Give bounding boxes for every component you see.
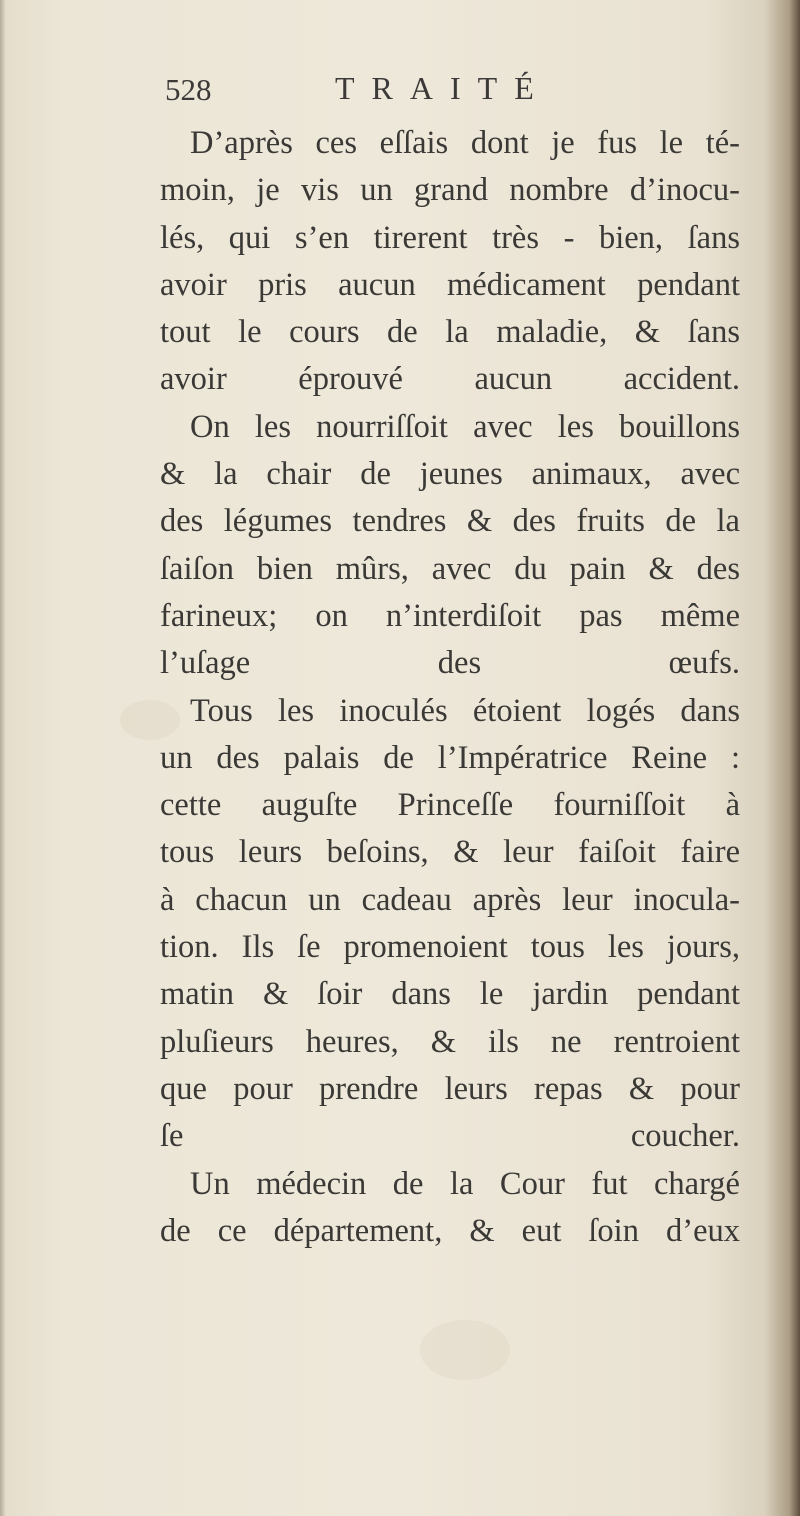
text-line: Tous les inoculés étoient logés dans — [190, 692, 740, 729]
text-line: cette auguſte Princeſſe fourniſſoit à — [160, 787, 740, 824]
text-line: que pour prendre leurs repas & pour — [160, 1070, 740, 1107]
page-left-edge — [0, 0, 6, 1516]
text-line: & la chair de jeunes animaux, avec — [160, 456, 740, 493]
paragraph-4 — [160, 1161, 740, 1256]
page-header — [165, 70, 605, 120]
text-line: à chacun un cadeau après leur inocula- — [160, 881, 740, 918]
text-line: matin & ſoir dans le jardin pendant — [160, 976, 740, 1013]
text-line: de ce département, & eut ſoin d’eux — [160, 1212, 740, 1249]
paragraph-1 — [160, 120, 740, 404]
text-line: farineux; on n’interdiſoit pas même — [160, 597, 740, 634]
page-number: 528 — [165, 72, 212, 107]
text-line: des légumes tendres & des fruits de la — [160, 503, 740, 540]
text-line: lés, qui s’en tirerent très - bien, ſans — [160, 219, 740, 256]
text-line: pluſieurs heures, & ils ne rentroient — [160, 1023, 740, 1060]
text-line: tout le cours de la maladie, & ſans — [160, 314, 740, 351]
body-text — [160, 120, 740, 1255]
text-line: ſaiſon bien mûrs, avec du pain & des — [160, 550, 740, 587]
page-gutter-shadow — [764, 0, 800, 1516]
text-line: D’après ces eſſais dont je fus le té- — [190, 125, 740, 161]
running-title: TRAITÉ — [335, 70, 551, 106]
text-line: un des palais de l’Impératrice Reine : — [160, 739, 740, 776]
text-line: ſe coucher. — [160, 1118, 740, 1155]
text-line: l’uſage des œufs. — [160, 645, 740, 682]
text-line: Un médecin de la Cour fut chargé — [190, 1165, 740, 1202]
paragraph-2 — [160, 404, 740, 688]
text-line: On les nourriſſoit avec les bouillons — [190, 408, 740, 445]
text-line: tous leurs beſoins, & leur faiſoit faire — [160, 834, 740, 871]
text-line: tion. Ils ſe promenoient tous les jours, — [160, 929, 740, 966]
paragraph-3 — [160, 688, 740, 1161]
text-line: moin, je vis un grand nombre d’inocu- — [160, 172, 740, 209]
text-line: avoir éprouvé aucun accident. — [160, 361, 740, 398]
text-line: avoir pris aucun médicament pendant — [160, 266, 740, 303]
paper-stain — [420, 1320, 510, 1380]
